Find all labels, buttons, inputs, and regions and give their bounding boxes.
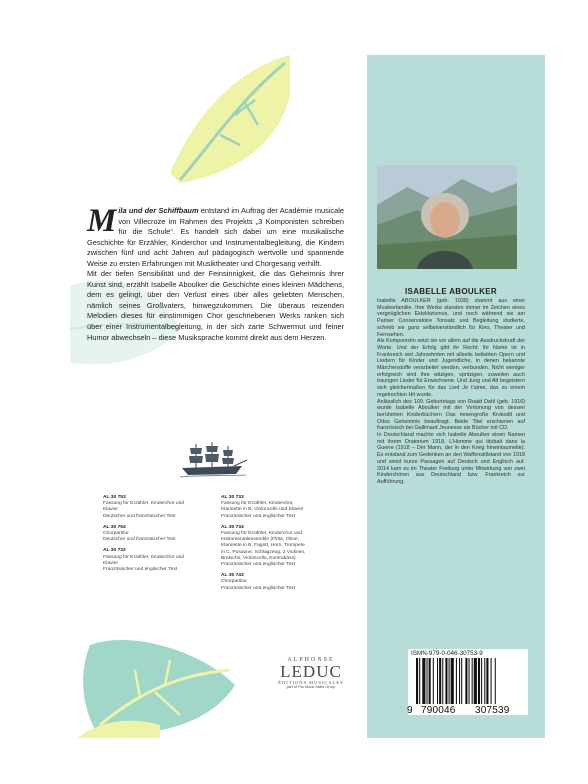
edition-column-right [221,495,331,597]
edition-line: Klavier [103,507,118,513]
edition-code: AL 30 733 [221,495,244,500]
edition-line: Instrumentalensemble (Flöte, Oboe, [221,537,300,543]
author-biography [377,298,525,486]
bio-paragraph: Isabelle ABOULKER (geb. 1938) stammt aus einer Musikerfamilie. Ihre Werke standen immer im Zeichen eines vergnüglichen Eklektizismus, und noch während sie am Pariser Conservatoire Tonsatz und Begleitung studierte, schrieb sie ganz selbstverständlich für Kino, Theater und Fernsehen. [377,298,525,338]
edition-code: AL 30 732 [103,548,126,554]
bio-paragraph: Als Komponistin setzt sie vor allem auf die Ausdruckskraft der Worte. Und der Erfolg gibt ihr Recht. Ihr Name ist in Frankreich seit Jahrzehnten mit allseits beliebten Opern und Liedern für Kinder und Jugendliche, in denen bekannte Märchenstoffe verarbeitet werden, verbunden. Nicht weniger erfolgreich sind ihre witzigen, spritzigen, zuweilen auch traurigen Lieder für Erwachsene. Und Jung und Alt begeistern sich gleichermaßen für das Lied Je t’aime, das zu einem regelrechten Hit wurde. [377,338,525,398]
edition-line: Fassung für Erzähler, Kinderchor und [103,501,185,507]
edition-code: AL 30 734 [221,524,244,530]
intro-paragraph-2: Mit der tiefen Sensibilität und der Feinsinnigkeit, die das Geheimnis ihrer Kunst sind, erzählt Isabelle Aboulker die Geschichte eines kleinen Mädchens, dem es gelingt, über den Verlust eines über alles geliebten Menschen, nämlich seines Großvaters, hinwegzukommen. Die überaus reizenden Melodien dieses für einstimmigen Chor geschriebenen Werks ranken sich über einer Instrumentalbegleitung, in der sich zarte Schwermut und feiner Humor abwechseln – diese Musiksprache kommt direkt aus dem Herzen. [87,269,344,342]
edition-line: Fassung für Erzähler, Kinderchor und [103,554,185,560]
edition-line: Klarinette in B, Violoncello und Klavier [221,507,304,513]
publisher-logo [266,657,356,689]
publisher-name-main: LEDUC [280,662,342,681]
intro-text [87,203,344,343]
ismn-number: ISMN-979-0-046-30753-9 [411,650,483,657]
edition-line: Französischer und englischer Text [103,567,178,573]
edition-item [103,525,213,544]
edition-column-left [103,495,213,578]
sailing-ship-illustration [178,440,248,480]
edition-item [221,525,331,568]
publisher-group: part of The Music Sales Group [286,685,336,689]
barcode-digits-right: 307539 [475,705,510,716]
publisher-subtitle: ÉDITIONS MUSICALES [278,680,344,685]
edition-line: Klavier [103,560,118,566]
back-cover [70,55,545,738]
edition-line: Klarinette in B, Fagott, Horn, Trompete [221,543,305,549]
edition-line: Fassung für Erzähler, Kinderchor, [221,501,294,507]
edition-item [221,573,331,592]
edition-line: Französischer und englischer Text [221,562,296,568]
edition-line: Deutscher und französischer Text [103,513,176,519]
edition-line: Bratsche, Violoncello, Kontrabass) [221,555,296,561]
edition-line: Französischer und englischer Text [221,513,296,519]
author-name: ISABELLE ABOULKER [405,287,497,296]
edition-code: AL 30 754 [103,524,126,530]
edition-line: Französischer und englischer Text [221,585,296,591]
barcode-digits-left: 790046 [421,705,456,716]
edition-line: Fassung für Erzähler, Kinderchor und [221,531,303,537]
edition-line: Deutscher und französischer Text [103,537,176,543]
edition-line: in C, Posaune, Schlagzeug, 2 Violinen, [221,549,306,555]
yellow-leaf-bottom [70,715,160,738]
intro-paragraph-1: entstand im Auftrag der Académie musicale von Villecroze im Rahmen des Projekts „3 Komponisten schreiben für die Schule“. Es handelt sich dabei um eine musikalische Geschichte für Erzähler, Kinderchor und Instrumentalbegleitung, die Kindern zwischen fünf und acht Jahren auf pädagogisch wertvolle und spannende Weise zu ersten Erfahrungen mit Musiktheater und Chorgesang verhilft. [87,206,344,268]
bio-paragraph: Anlässlich des 100. Geburtstags von Roald Dahl (geb. 1916) wurde Isabelle Aboulker mit der Vertonung von dessen berühmten Kinderbüchern Das riesengroße Krokodil und Ottos Geheimnis beauftragt. Beide Titel erschienen auf französisch bei Gallimard Jeunesse als Bücher mit CD. [377,398,525,432]
edition-line: Chorpartitur [103,531,129,537]
yellow-leaf-top [140,55,290,185]
publisher-name-top: ALPHONSE [287,657,335,663]
author-panel [367,55,545,738]
work-title: ila und der Schiffbaum [118,206,199,215]
edition-line: Chorpartitur [221,579,247,585]
edition-item [103,548,213,573]
bio-paragraph: In Deutschland machte sich Isabelle Aboulker einen Namen mit ihrem Oratorium 1918, L’Homme qui titubait dans la Guerre (1918 – Der Mann, der in den Krieg hineintaumelte). Es entstand zum Gedenken an den Waffenstillstand von 1918 und weist kurze Passagen auf Deutsch und Englisch auf. 2014 kam es im Theater Freiburg unter Mitwirkung von zwei Kinderchören aus Deutschland bzw. Frankreich zur Aufführung. [377,432,525,485]
edition-item [221,495,331,520]
author-photo [377,165,517,269]
barcode-digit-prefix: 9 [407,705,413,716]
drop-cap: M [87,203,117,239]
barcode-image [414,658,526,704]
edition-item [103,495,213,520]
edition-code: AL 30 743 [221,573,244,579]
edition-code: AL 30 753 [103,495,126,500]
